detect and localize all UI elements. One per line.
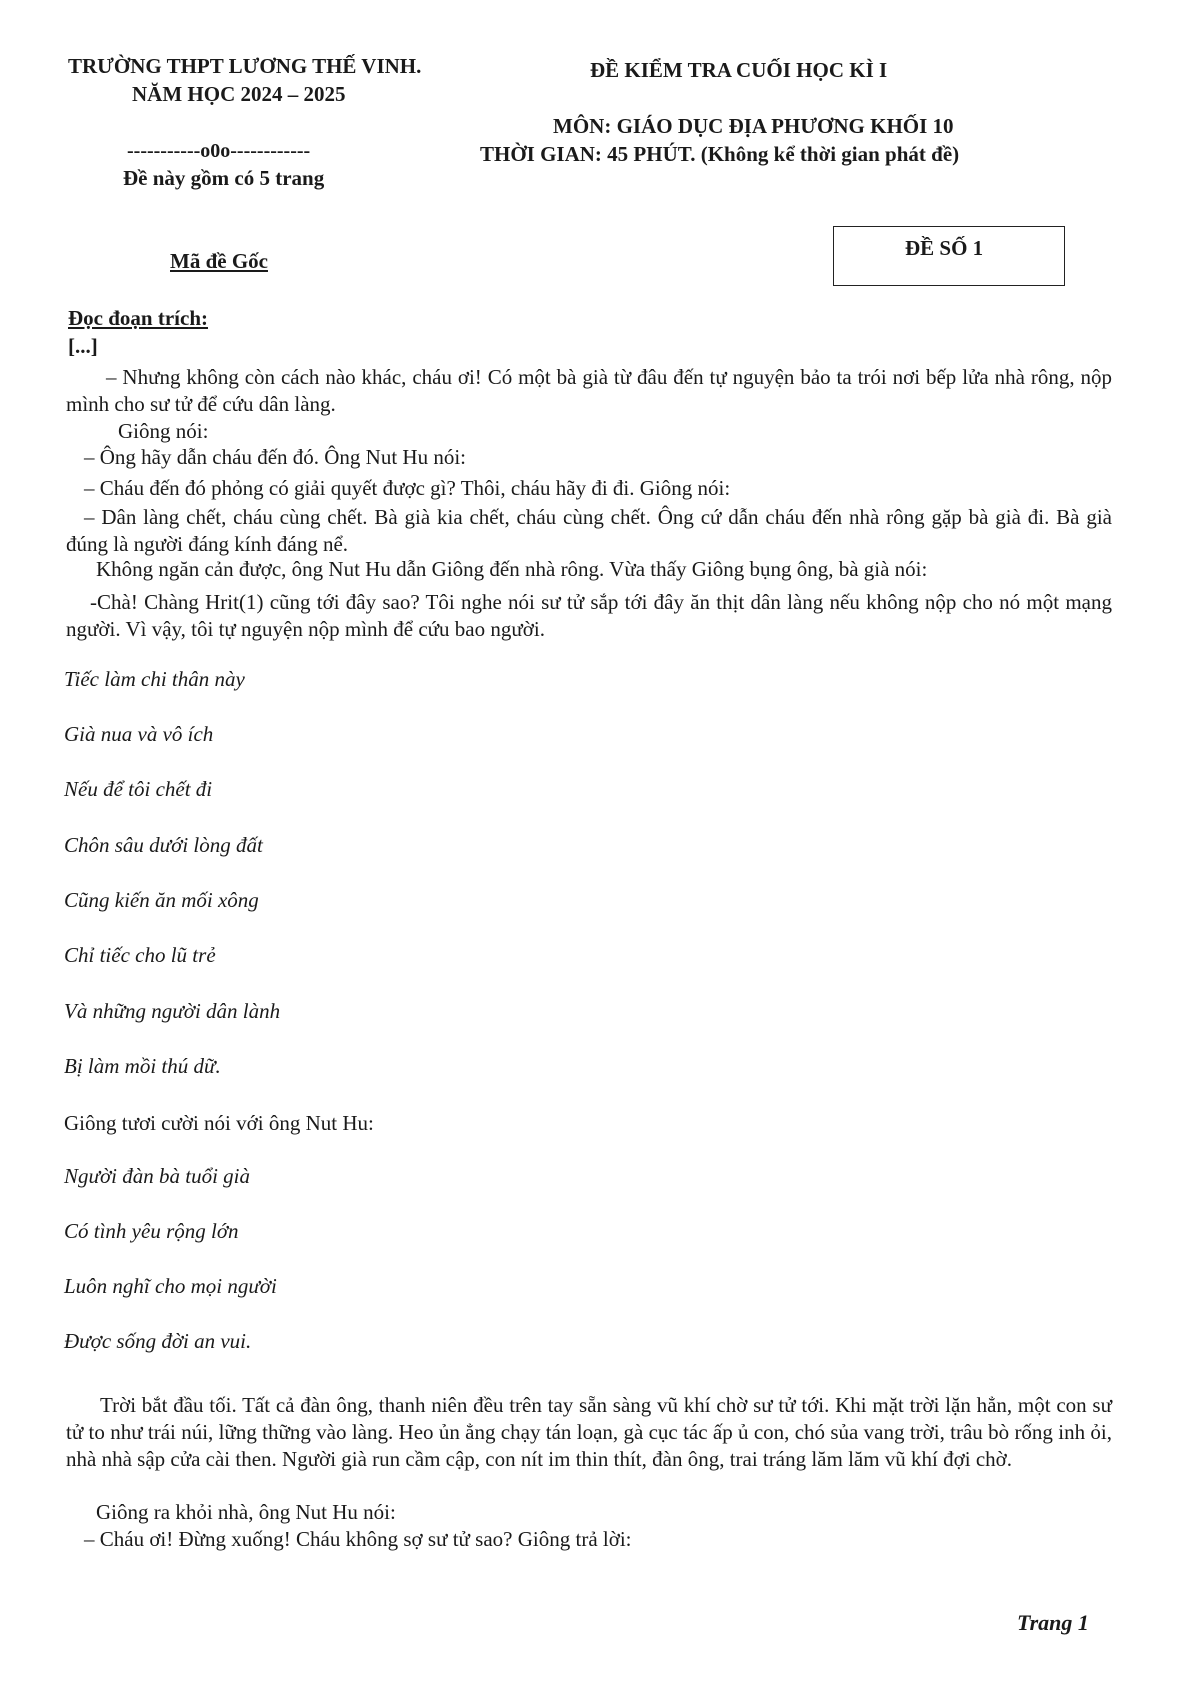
poem-line: Cũng kiến ăn mối xông (64, 888, 259, 912)
header-divider: -----------o0o------------ (127, 140, 311, 162)
poem-line: Bị làm mồi thú dữ. (64, 1054, 221, 1078)
pages-note: Đề này gồm có 5 trang (123, 166, 325, 190)
ellipsis: [...] (68, 334, 98, 358)
paragraph-9: Trời bắt đầu tối. Tất cả đàn ông, thanh niên đều trên tay sẵn sàng vũ khí chờ sư tử tới. Khi mặt trời lặn hẳn, một con sư tử to như trái núi, lững thững vào làng. Heo ủn ẳng chạy tán loạn, gà cục tác ấp ủ con, chó sủa vang trời, trâu bò rống inh ỏi, nhà nhà sập cửa cài then. Người già run cầm cập, con nít im thin thít, đàn ông, trai tráng lăm lăm vũ khí đợi chờ. (66, 1393, 1112, 1471)
exam-number: ĐỀ SỐ 1 (905, 236, 984, 260)
poem-line: Người đàn bà tuổi già (64, 1164, 251, 1188)
paragraph-3: – Ông hãy dẫn cháu đến đó. Ông Nut Hu nói: (84, 445, 467, 469)
poem-line: Và những người dân lành (64, 999, 281, 1023)
exam-title: ĐỀ KIỂM TRA CUỐI HỌC KÌ I (590, 58, 888, 82)
paragraph-7: -Chà! Chàng Hrit(1) cũng tới đây sao? Tôi nghe nói sư tử sắp tới đây ăn thịt dân làng nếu không nộp cho nó một mạng người. Vì vậy, tôi tự nguyện nộp mình để cứu bao người. (66, 590, 1112, 641)
paragraph-5: – Dân làng chết, cháu cùng chết. Bà già kia chết, cháu cùng chết. Ông cứ dẫn cháu đến nhà rông gặp bà già đi. Bà già đúng là người đáng kính đáng nể. (66, 505, 1112, 556)
poem-line: Già nua và vô ích (64, 722, 214, 746)
exam-code: Mã đề Gốc (170, 249, 268, 273)
poem-line: Được sống đời an vui. (64, 1329, 252, 1353)
exam-time: THỜI GIAN: 45 PHÚT. (Không kể thời gian phát đề) (480, 142, 960, 166)
poem-line: Tiếc làm chi thân này (64, 667, 245, 691)
poem-line: Có tình yêu rộng lớn (64, 1219, 239, 1243)
paragraph-2: Giông nói: (118, 419, 209, 443)
reading-heading: Đọc đoạn trích: (68, 306, 208, 330)
poem-line: Chỉ tiếc cho lũ trẻ (64, 943, 216, 967)
page-number: Trang 1 (1017, 1610, 1089, 1635)
paragraph-1: – Nhưng không còn cách nào khác, cháu ơi! Có một bà già từ đâu đến tự nguyện bảo ta trói nơi bếp lửa nhà rông, nộp mình cho sư tử để cứu dân làng. (66, 365, 1112, 416)
poem-line: Chôn sâu dưới lòng đất (64, 833, 263, 857)
paragraph-11: – Cháu ơi! Đừng xuống! Cháu không sợ sư tử sao? Giông trả lời: (84, 1527, 632, 1551)
school-year: NĂM HỌC 2024 – 2025 (132, 82, 346, 106)
poem-line: Nếu để tôi chết đi (64, 777, 213, 801)
paragraph-10: Giông ra khỏi nhà, ông Nut Hu nói: (96, 1500, 396, 1524)
paragraph-4: – Cháu đến đó phỏng có giải quyết được gì? Thôi, cháu hãy đi đi. Giông nói: (84, 476, 731, 500)
school-name: TRƯỜNG THPT LƯƠNG THẾ VINH. (68, 54, 422, 78)
paragraph-8: Giông tươi cười nói với ông Nut Hu: (64, 1111, 374, 1135)
exam-subject: MÔN: GIÁO DỤC ĐỊA PHƯƠNG KHỐI 10 (553, 114, 954, 138)
poem-line: Luôn nghĩ cho mọi người (64, 1274, 277, 1298)
paragraph-6: Không ngăn cản được, ông Nut Hu dẫn Giông đến nhà rông. Vừa thấy Giông bụng ông, bà già nói: (96, 557, 928, 581)
